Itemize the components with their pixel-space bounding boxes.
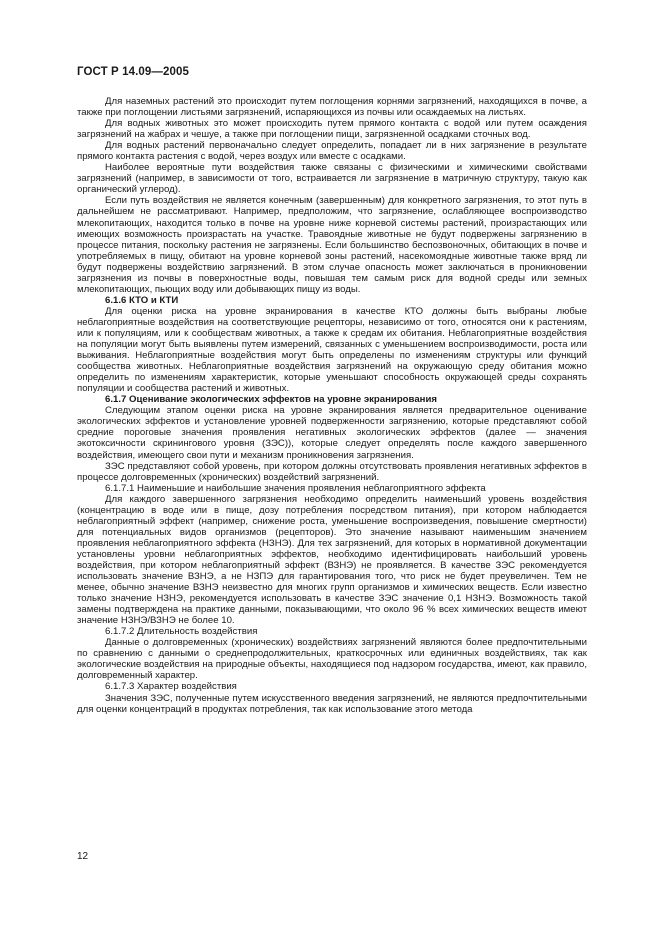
paragraph: Если путь воздействия не является конечным (завершенным) для конкретного загрязнения, то этот путь в дальнейшем не рассматривают. Например, предположим, что загрязнение, ослабляющее воспроизводство млекопитающих, находится только в почве на уровне ниже корневой системы растений, произрастающих или имеющих возможность произрастать на участке. Травоядные животные не будут подвержены загрязнению в процессе питания, поскольку растения не загрязнены. Если большинство беспозвоночных, обитающих в почве и употребляемых в пищу, обитают на уровне корневой зоны растений, насекомоядные животные также вряд ли будут подвержены воздействию загрязнений. В этом случае опасность может заключаться в проникновении загрязнения из почвы в поверхностные воды, повышая тем самым риск для водной среды или земных млекопитающих, пьющих воду или добывающих пищу из воды.: [77, 195, 587, 295]
paragraph: Для каждого завершенного загрязнения необходимо определить наименьший уровень воздействия (концентрацию в воде или в пище, дозу потребления посредством питания), при котором наблюдается неблагоприятный эффект (например, снижение роста, уменьшение воспроизведения, повышение смертности) для потенциальных видов организмов (рецепторов). Это значение называют наименьшим значением проявления неблагоприятного эффекта (НЗНЭ). Для тех загрязнений, для которых в нормативной документации установлены уровни неблагоприятных эффектов, необходимо идентифицировать наибольший уровень воздействия, при котором неблагоприятный эффект (ВЗНЭ) не проявляется. В качестве ЗЭС рекомендуется использовать значение ВЗНЭ, а не НЗПЭ для гарантирования того, что риск не будет преувеличен. Тем не менее, обычно значение ВЗНЭ неизвестно для многих групп организмов и химических веществ. Если известно только значение НЗНЭ, рекомендуется использовать в качестве ЗЭС значение 0,1 НЗНЭ. Возможность такой замены подтверждена на практике данными, показывающими, что около 96 % всех химических веществ имеют значение НЗНЭ/ВЗНЭ не более 10.: [77, 493, 587, 627]
subsection-heading: 6.1.7.1 Наименьшие и наибольшие значения проявления неблагоприятного эффекта: [105, 482, 486, 494]
subsection-heading: 6.1.7.2 Длительность воздействия: [105, 626, 258, 638]
paragraph: ЗЭС представляют собой уровень, при котором должны отсутствовать проявления негативных эффектов в процессе долговременных (хронических) воздействий загрязнений.: [77, 460, 587, 483]
paragraph: Данные о долговременных (хронических) воздействиях загрязнений являются более предпочтительными по сравнению с данными о среднепродолжительных, краткосрочных или единичных воздействиях, так как экологические воздействия на природные объекты, находящиеся под надзором государства, имеют, как правило, долговременный характер.: [77, 637, 587, 682]
section-heading: 6.1.7 Оценивание экологических эффектов на уровне экранирования: [105, 394, 437, 406]
paragraph: Наиболее вероятные пути воздействия также связаны с физическими и химическими свойствами загрязнений (например, в зависимости от того, встраивается ли загрязнение в матричную структуру, такую как органический углерод).: [77, 162, 587, 196]
page-number: 12: [77, 851, 89, 862]
paragraph: Для оценки риска на уровне экранирования в качестве КТО должны быть выбраны любые неблагоприятные воздействия на соответствующие рецепторы, независимо от того, относятся они к растениям, или к популяциям, или к сообществам животных, а также к средам их обитания. Неблагоприятные воздействия на популяции могут быть выявлены путем измерений, связанных с уменьшением воспроизводимости, роста или выживания. Неблагоприятные воздействия могут быть определены по изменениям структуры или функций сообщества животных. Неблагоприятные воздействия загрязнений на окружающую среду обитания можно определить по изменениям характеристик, которые уменьшают способность окружающей среды сохранять популяции и сообщества растений и животных.: [77, 305, 587, 395]
section-heading: 6.1.6 КТО и КТИ: [105, 294, 179, 306]
document-body: [77, 96, 587, 715]
paragraph: Значения ЗЭС, полученные путем искусственного введения загрязнений, не являются предпочтительными для оценки концентраций в продуктах потребления, так как использование этого метода: [77, 692, 587, 715]
paragraph: Следующим этапом оценки риска на уровне экранирования является предварительное оценивание экологических эффектов и установление уровней подверженности загрязнению, которые представляют собой средние пороговые значения проявления негативных экологических эффектов (далее — значения экотоксичности скринингового уровня (ЗЭС)), которые следует определять после каждого завершенного воздействия, имеющего свои пути и механизм проникновения загрязнения.: [77, 405, 587, 461]
paragraph: Для наземных растений это происходит путем поглощения корнями загрязнений, находящихся в почве, а также при поглощении листьями загрязнений, испаряющихся из почвы или осаждаемых на листьях.: [77, 96, 587, 119]
paragraph: Для водных растений первоначально следует определить, попадает ли в них загрязнение в результате прямого контакта растения с водой, через воздух или вместе с осадками.: [77, 140, 587, 163]
subsection-heading: 6.1.7.3 Характер воздействия: [105, 681, 237, 693]
page-header-title: ГОСТ Р 14.09—2005: [77, 66, 189, 78]
paragraph: Для водных животных это может происходить путем прямого контакта с водой или путем осаждения загрязнений на жабрах и чешуе, а также при поглощении пищи, загрязненной осадками сточных вод.: [77, 118, 587, 141]
